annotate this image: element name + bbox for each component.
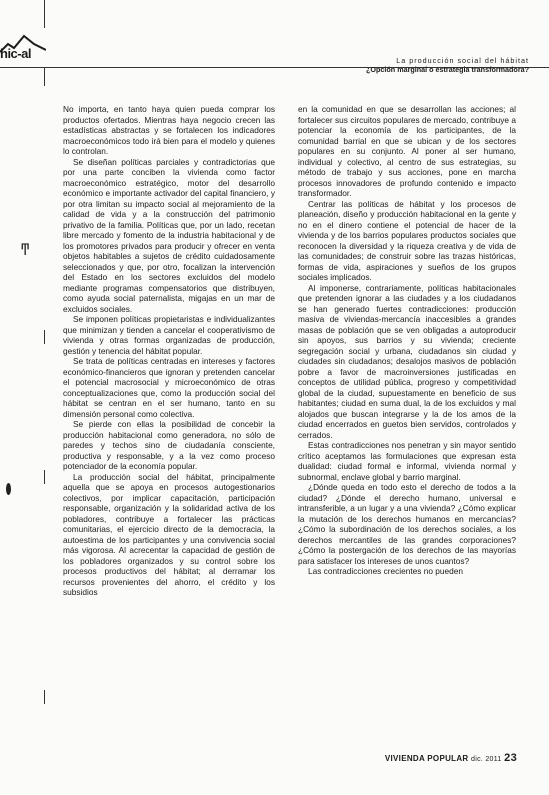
page-number: 23 — [504, 752, 517, 764]
paragraph: Al imponerse, contrariamente, políticas habitacionales que pretenden ignorar a las ciudades y a los ciudadanos se han generado fuertes contradicciones: producción masiva de viviendas-mercancía inaccesibles a grandes masas de población que se ven obligadas a autoproducir sin apoyos, sus barrios y su vivienda; creciente segregación social y urbana, ciudadanos sin ciudad y ciudades sin ciudadanos; desalojos masivos de población pobre a favor de macroinversiones justificadas en conceptos de utilidad pública, progreso y competitividad global de la ciudad, supuestamente en beneficio de sus habitantes; ciudad en suma dual, la de los excluidos y mal alojados que buscan integrarse y la de los amos de la ciudad encerrados en guetos bien servidos, controlados y cerrados. — [298, 282, 516, 440]
running-title-1: La producción social del hábitat — [396, 56, 529, 65]
binding-mark-icon: ͳ — [20, 242, 31, 259]
paragraph: Centrar las políticas de hábitat y los procesos de planeación, diseño y producción habitacional en la gente y no en el dinero contiene el potencial de hacer de la vivienda y de los barrios populares productos sociales que reconocen la diversidad y la riqueza creativa y de vida de las comunidades; de construir sobre las trazas históricas, formas de vida, aspiraciones y sueños de los grupos sociales implicados. — [298, 198, 516, 282]
right-column — [298, 104, 516, 577]
margin-rule-mid — [44, 330, 45, 344]
paragraph: Se trata de políticas centradas en intereses y factores económico-financieros que ignoran y pretenden cancelar el potencial macrosocial y microeconómico de otras conceptualizaciones que, como la producción social del hábitat se centran en el ser humano, tanto en su dimensión personal como colectiva. — [63, 356, 275, 419]
margin-rule-top — [44, 0, 45, 28]
page-footer — [385, 752, 517, 764]
running-header — [366, 56, 529, 74]
paragraph: La producción social del hábitat, principalmente aquella que se apoya en procesos autogestionarios colectivos, por implicar capacitación, participación responsable, organización y la solidaridad activa de los pobladores, contribuye a fortalecer las prácticas comunitarias, el ejercicio directo de la democracia, la autoestima de los participantes y una convivencia social más vigorosa. Al acrecentar la capacidad de gestión de los pobladores organizados y su control sobre los procesos productivos del hábitat; al derramar los recursos provenientes del ahorro, el crédito y los subsidios — [63, 471, 275, 597]
paragraph: Se imponen políticas propietaristas e individualizantes que minimizan y tienden a cancelar el cooperativismo de vivienda y otras formas organizadas de producción, gestión y tenencia del hábitat popular. — [63, 314, 275, 356]
paragraph: Se diseñan políticas parciales y contradictorias que por una parte conciben la vivienda como factor macroeconómico estratégico, motor del desarrollo económico e importante activador del capital financiero, y por otra limitan su impacto social al mejoramiento de la calidad de vida y a la construcción del patrimonio privativo de la familia. Políticas que, por un lado, recetan libre mercado y fomento de la industria habitacional y de los promotores privados para producir y ofrecer en venta objetos habitables a sujetos de crédito cuidadosamente seleccionados y que, por otro, focalizan la intervención del Estado en los sectores excluidos del modelo mediante programas compensatorios que distribuyen, como ayuda social paternalista, migajas en un mar de excluidos sociales. — [63, 156, 275, 314]
paragraph: ¿Dónde queda en todo esto el derecho de todos a la ciudad? ¿Dónde el derecho humano, universal e intransferible, a un lugar y a una vivienda? ¿Cómo explicar la mutación de los derechos humanos en mercancías? ¿Cómo la subordinación de los derechos sociales, a los derechos mercantiles de las grandes corporaciones? ¿Cómo la postergación de los derechos de las mayorías para satisfacer los intereses de unos cuantos? — [298, 482, 516, 566]
footer-publication: VIVIENDA POPULAR — [384, 754, 469, 763]
left-column — [63, 104, 275, 598]
paragraph: en la comunidad en que se desarrollan las acciones; al fortalecer sus circuitos populares de mercado, contribuye a potenciar la economía de los participantes, de la comunidad barrial en que se ubican y de los sectores populares en su conjunto. Al poner al ser humano, individual y colectivo, al centro de sus estrategias, su método de trabajo y sus acciones, pone en marcha procesos innovadores de profundo contenido e impacto transformador. — [298, 104, 516, 198]
paragraph: Se pierde con ellas la posibilidad de concebir la producción habitacional como generadora, no sólo de paredes y techos sino de ciudadanía consciente, productiva y responsable, y a la vez como proceso potenciador de la economía popular. — [63, 419, 275, 471]
running-title-2: ¿Opción marginal o estrategia transformadora? — [366, 65, 529, 74]
margin-rule-upper — [44, 68, 45, 86]
margin-rule-bottom — [44, 690, 45, 704]
paragraph: Estas contradicciones nos penetran y sin mayor sentido crítico aceptamos las formulaciones que expresan esta dualidad: ciudad formal e informal, vivienda normal y subnormal, enclave global y barrio marginal. — [298, 440, 516, 482]
logo-text: hic-al — [0, 46, 31, 61]
punch-hole-mark — [6, 483, 11, 495]
paragraph: Las contradicciones crecientes no pueden — [308, 566, 463, 576]
paragraph: No importa, en tanto haya quien pueda comprar los productos ofertados. Mientras haya negocio crecen las estadísticas abstractas y se fortalecen los indicadores macroeconómicos todo irá bien para el modelo y quienes lo controlan. — [63, 104, 275, 156]
margin-rule-lower — [44, 470, 45, 484]
footer-issue: dic. 2011 — [471, 756, 502, 763]
